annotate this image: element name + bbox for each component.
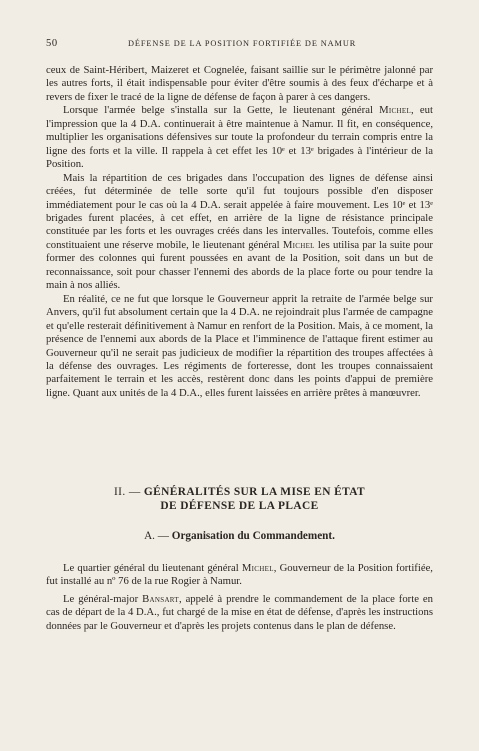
section-title-line2: DE DÉFENSE DE LA PLACE bbox=[160, 500, 319, 512]
section-title-line1: GÉNÉRALITÉS SUR LA MISE EN ÉTAT bbox=[143, 486, 366, 498]
paragraph-brigades: Mais la répartition de ces brigades dans l'occupation des lignes de défense ainsi créées, fut déterminée de telle sorte qu'il fut toujours possible d'en disposer immédiatement pour le cas où la 4 D.A. serait appelée à faire mouvement. Les 10ᵉ et 13ᵉ brigades furent placées, à cet effet, en arrière de la ligne de résistance principale constituée par les forts et les ouvrages créés dans les intervalles. Toutefois, comme elles constituaient une réserve mobile, le lieutenant général Michel les utilisa par la suite pour former des colonnes qui furent poussées en avant de la Position, soit dans un but de reconnaissance, soit pour chasser l'ennemi des abords de la place forte ou pour tendre la main à nos alliés. bbox=[46, 171, 433, 292]
section-body bbox=[46, 562, 433, 637]
section-numeral: II. — bbox=[113, 486, 141, 498]
person-name: Michel bbox=[241, 562, 274, 574]
subsection-title: Organisation du Commandement. bbox=[171, 530, 335, 542]
subsection-heading bbox=[46, 530, 433, 542]
running-title: DÉFENSE DE LA POSITION FORTIFIÉE DE NAMUR bbox=[128, 39, 357, 48]
person-name: Bansart bbox=[142, 592, 179, 605]
paragraph-continued: ceux de Saint-Héribert, Maizeret et Cognelée, faisant saillie sur le périmètre jalonné par les autres forts, il était indispensable pour éviter d'être soumis à des feux d'écharpe et à revers de fixer le tracé de la ligne de défense de façon à parer à ces dangers. bbox=[46, 64, 433, 103]
paragraph-bansart: Le général-major Bansart, appelé à prendre le commandement de la place forte en cas de départ de la 4 D.A., fut chargé de la mise en état de défense, d'après les instructions données par le Gouverneur et d'après les projets contenus dans le plan de défense. bbox=[46, 592, 433, 632]
section-heading bbox=[46, 485, 433, 513]
person-name: Michel bbox=[379, 104, 412, 117]
person-name: Michel bbox=[282, 238, 315, 251]
paragraph-headquarters: Le quartier général du lieutenant général Michel, Gouverneur de la Position fortifiée, fut installé au nº 76 de la rue Rogier à Namur. bbox=[46, 562, 433, 588]
paragraph-retreat: En réalité, ce ne fut que lorsque le Gouverneur apprit la retraite de l'armée belge sur Anvers, qu'il fut absolument certain que la 4 D.A. ne rejoindrait plus l'armée de campagne et qu'elle resterait définitivement à Namur en renfort de la Position. Mais, à ce moment, la présence de l'ennemi aux abords de la Place et l'imminence de l'attaque firent estimer au Gouverneur qu'il ne serait pas judicieux de modifier la répartition des troupes affectées à la défense des ouvrages. Les régiments de forteresse, dont les troupes connaissaient parfaitement le terrain et les accès, restèrent donc dans les points d'appui de première ligne. Quant aux unités de la 4 D.A., elles furent laissées en arrière prêtes à manœuvrer. bbox=[46, 292, 433, 399]
paragraph-gette: Lorsque l'armée belge s'installa sur la Gette, le lieutenant général Michel, eut l'impression que la 4 D.A. continuerait à être maintenue à Namur. Il fit, en conséquence, multiplier les organisations défensives sur toute la profondeur du terrain compris entre la ligne des forts et la ville. Il rappela à cet effet les 10ᵉ et 13ᵉ brigades à l'intérieur de la Position. bbox=[46, 104, 433, 171]
subsection-letter: A. — bbox=[144, 530, 169, 542]
page-number: 50 bbox=[46, 38, 58, 49]
body-text bbox=[46, 64, 433, 400]
